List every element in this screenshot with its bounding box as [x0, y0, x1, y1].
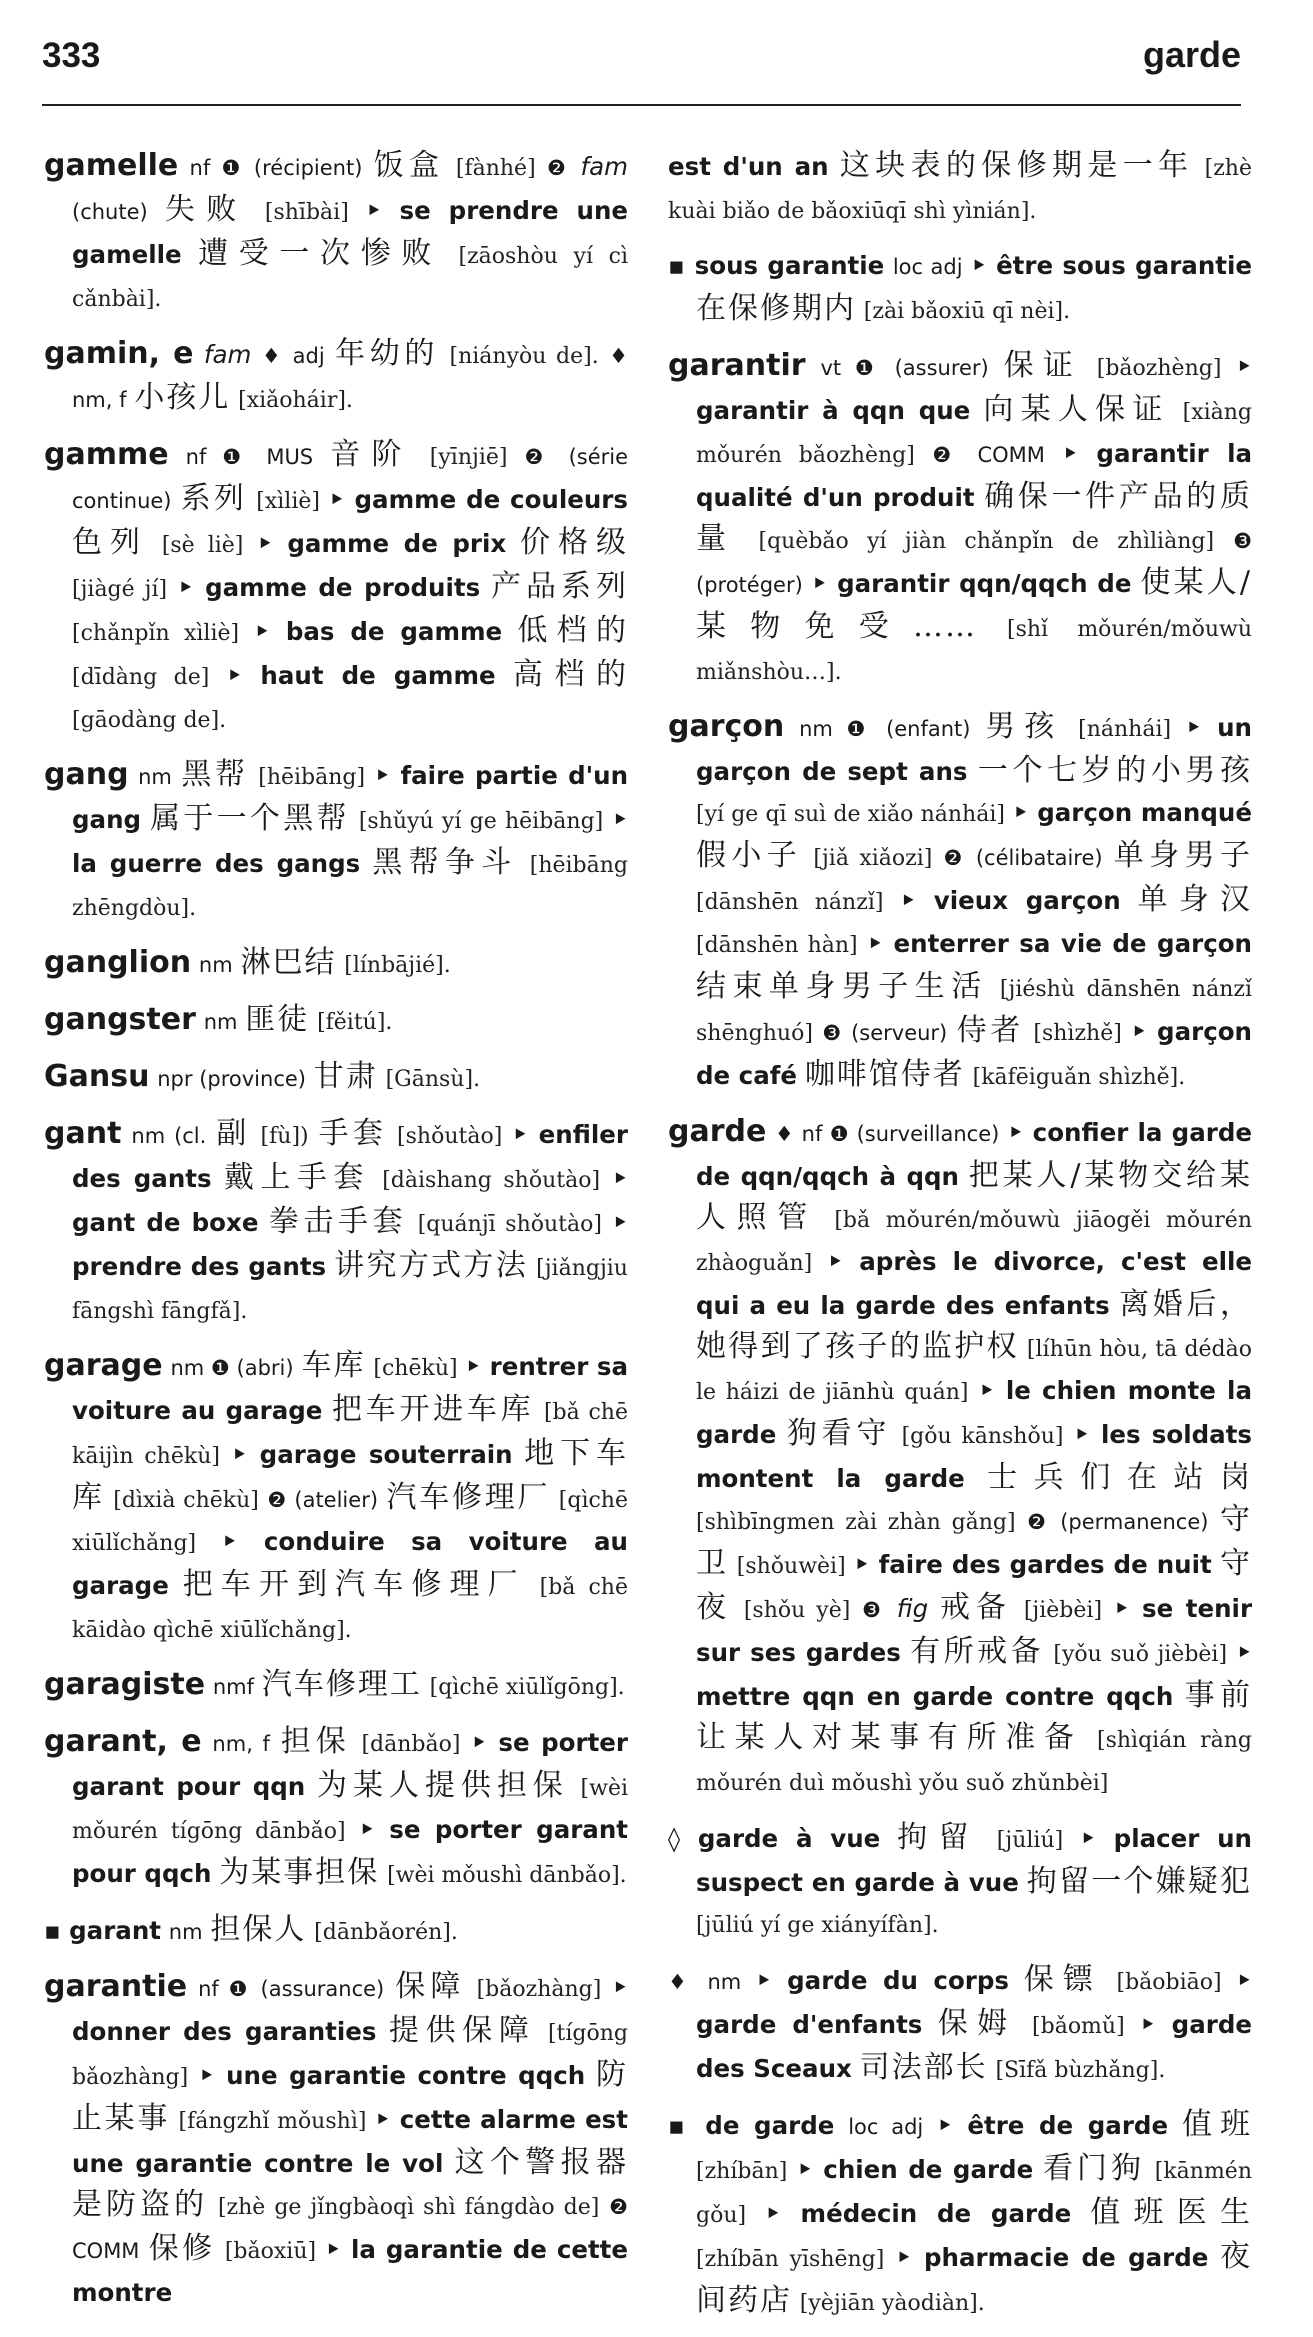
entry-garage: garage nm ❶ (abri) 车库 [chēkù] ‣ rentrer sa voiture au garage 把车开进车库 [bǎ chē kāijìn chēkù] ‣ garage souterrain 地下车库 [dìxià chēkù] ❷ (atelier) 汽车修理厂 [qìchē xiūlǐchǎng] ‣ conduire sa voiture au garage 把车开到汽车修理厂 [bǎ chē kāidào qìchē xiūlǐchǎng]. — [44, 1348, 629, 1643]
entry-gant: gant nm (cl. 副 [fù]) 手套 [shǒutào] ‣ enfiler des gants 戴上手套 [dàishang shǒutào] ‣ gant de boxe 拳击手套 [quánjī shǒutào] ‣ prendre des gants 讲究方式方法 [jiǎngjiu fāngshì fāngfǎ]. — [44, 1116, 629, 1324]
subentry-sous-garantie: ▪ sous garantie loc adj ‣ être sous garantie 在保修期内 [zài bǎoxiū qī nèi]. — [668, 251, 1252, 326]
right-column — [668, 145, 1252, 2337]
entry-garant: garant, e nm, f 担保 [dānbǎo] ‣ se porter garant pour qqn 为某人提供担保 [wèi mǒurén tígōng dānbǎo] ‣ se porter garant pour qqch 为某事担保 [wèi mǒushì dānbǎo]. — [44, 1724, 629, 1890]
entry-garantie: garantie nf ❶ (assurance) 保障 [bǎozhàng] ‣ donner des garanties 提供保障 [tígōng bǎozhàng] ‣ une garantie contre qqch 防止某事 [fángzhǐ mǒushì] ‣ cette alarme est une garantie contre le vol 这个警报器是防盗的 [zhè ge jǐngbàoqì shì fángdào de] ❷ COMM 保修 [bǎoxiū] ‣ la garantie de cette montre — [44, 1969, 629, 2307]
subentry-garde-a-vue: ◊ garde à vue 拘留 [jūliú] ‣ placer un suspect en garde à vue 拘留一个嫌疑犯 [jūliú yí ge xiányífàn]. — [668, 1820, 1252, 1938]
entry-gamme: gamme nf ❶ MUS 音阶 [yīnjiē] ❷ (série continue) 系列 [xìliè] ‣ gamme de couleurs 色列 [sè liè] ‣ gamme de prix 价格级 [jiàgé jí] ‣ gamme de produits 产品系列 [chǎnpǐn xìliè] ‣ bas de gamme 低档的 [dīdàng de] ‣ haut de gamme 高档的 [gāodàng de]. — [44, 437, 629, 733]
page-number: 333 — [42, 36, 101, 75]
entry-garagiste: garagiste nmf 汽车修理工 [qìchē xiūlǐgōng]. — [44, 1667, 625, 1702]
entry-gansu: Gansu npr (province) 甘肃 [Gānsù]. — [44, 1059, 481, 1094]
subentry-garde-nm: ♦ nm ‣ garde du corps 保镖 [bǎobiāo] ‣ garde d'enfants 保姆 [bǎomǔ] ‣ garde des Sceaux 司法部长 [Sīfǎ bùzhǎng]. — [668, 1962, 1253, 2085]
entry-garantie-continued: est d'un an 这块表的保修期是一年 [zhè kuài biǎo de bǎoxiūqī shì yìnián]. — [668, 148, 1252, 224]
header-rule — [42, 104, 1241, 106]
entry-gamelle: gamelle nf ❶ (récipient) 饭盒 [fànhé] ❷ fam (chute) 失败 [shībài] ‣ se prendre une gamelle 遭受一次惨败 [zāoshòu yí cì cǎnbài]. — [44, 148, 629, 312]
entry-garde: garde ♦ nf ❶ (surveillance) ‣ confier la garde de qqn/qqch à qqn 把某人/某物交给某人照管 [bǎ mǒurén/mǒuwù jiāogěi mǒurén zhàoguǎn] ‣ après le divorce, c'est elle qui a eu la garde des enfants 离婚后，她得到了孩子的监护权 [líhūn hòu, tā dédào le háizi de jiānhù quán] ‣ le chien monte la garde 狗看守 [gǒu kānshǒu] ‣ les soldats montent la garde 士兵们在站岗 [shìbīngmen zài zhàn gǎng] ❷ (permanence) 守卫 [shǒuwèi] ‣ faire des gardes de nuit 守夜 [shǒu yè] ❸ fig 戒备 [jièbèi] ‣ se tenir sur ses gardes 有所戒备 [yǒu suǒ jièbèi] ‣ mettre qqn en garde contre qqch 事前让某人对某事有所准备 [shìqián ràng mǒurén duì mǒushì yǒu suǒ zhǔnbèi] — [668, 1114, 1253, 1796]
running-head: garde — [1142, 34, 1241, 75]
entry-ganglion: ganglion nm 淋巴结 [línbājié]. — [44, 945, 451, 980]
subentry-de-garde: ▪ de garde loc adj ‣ être de garde 值班 [zhíbān] ‣ chien de garde 看门狗 [kānmén gǒu] ‣ médecin de garde 值班医生 [zhíbān yīshēng] ‣ pharmacie de garde 夜间药店 [yèjiān yàodiàn]. — [668, 2107, 1253, 2318]
entry-gang: gang nm 黑帮 [hēibāng] ‣ faire partie d'un gang 属于一个黑帮 [shǔyú yí ge hēibāng] ‣ la guerre des gangs 黑帮争斗 [hēibāng zhēngdòu]. — [44, 757, 629, 921]
left-column — [44, 145, 628, 2326]
entry-garcon: garçon nm ❶ (enfant) 男孩 [nánhái] ‣ un garçon de sept ans 一个七岁的小男孩 [yí ge qī suì de xiǎo nánhái] ‣ garçon manqué 假小子 [jiǎ xiǎozi] ❷ (célibataire) 单身男子 [dānshēn nánzǐ] ‣ vieux garçon 单身汉 [dānshēn hàn] ‣ enterrer sa vie de garçon 结束单身男子生活 [jiéshù dānshēn nánzǐ shēnghuó] ❸ (serveur) 侍者 [shìzhě] ‣ garçon de café 咖啡馆侍者 [kāfēiguǎn shìzhě]. — [668, 709, 1253, 1092]
entry-gamin: gamin, e fam ♦ adj 年幼的 [niányòu de]. ♦ nm, f 小孩儿 [xiǎoháir]. — [44, 336, 628, 415]
entry-gangster: gangster nm 匪徒 [fěitú]. — [44, 1002, 393, 1037]
entry-garantir: garantir vt ❶ (assurer) 保证 [bǎozhèng] ‣ garantir à qqn que 向某人保证 [xiàng mǒurén bǎozhèng] ❷ COMM ‣ garantir la qualité d'un produit 确保一件产品的质量 [quèbǎo yí jiàn chǎnpǐn de zhìliàng] ❸ (protéger) ‣ garantir qqn/qqch de 使某人/某物免受…… [shǐ mǒurén/mǒuwù miǎnshòu…]. — [668, 348, 1253, 685]
subentry-garant-nm: ▪ garant nm 担保人 [dānbǎorén]. — [44, 1912, 458, 1947]
